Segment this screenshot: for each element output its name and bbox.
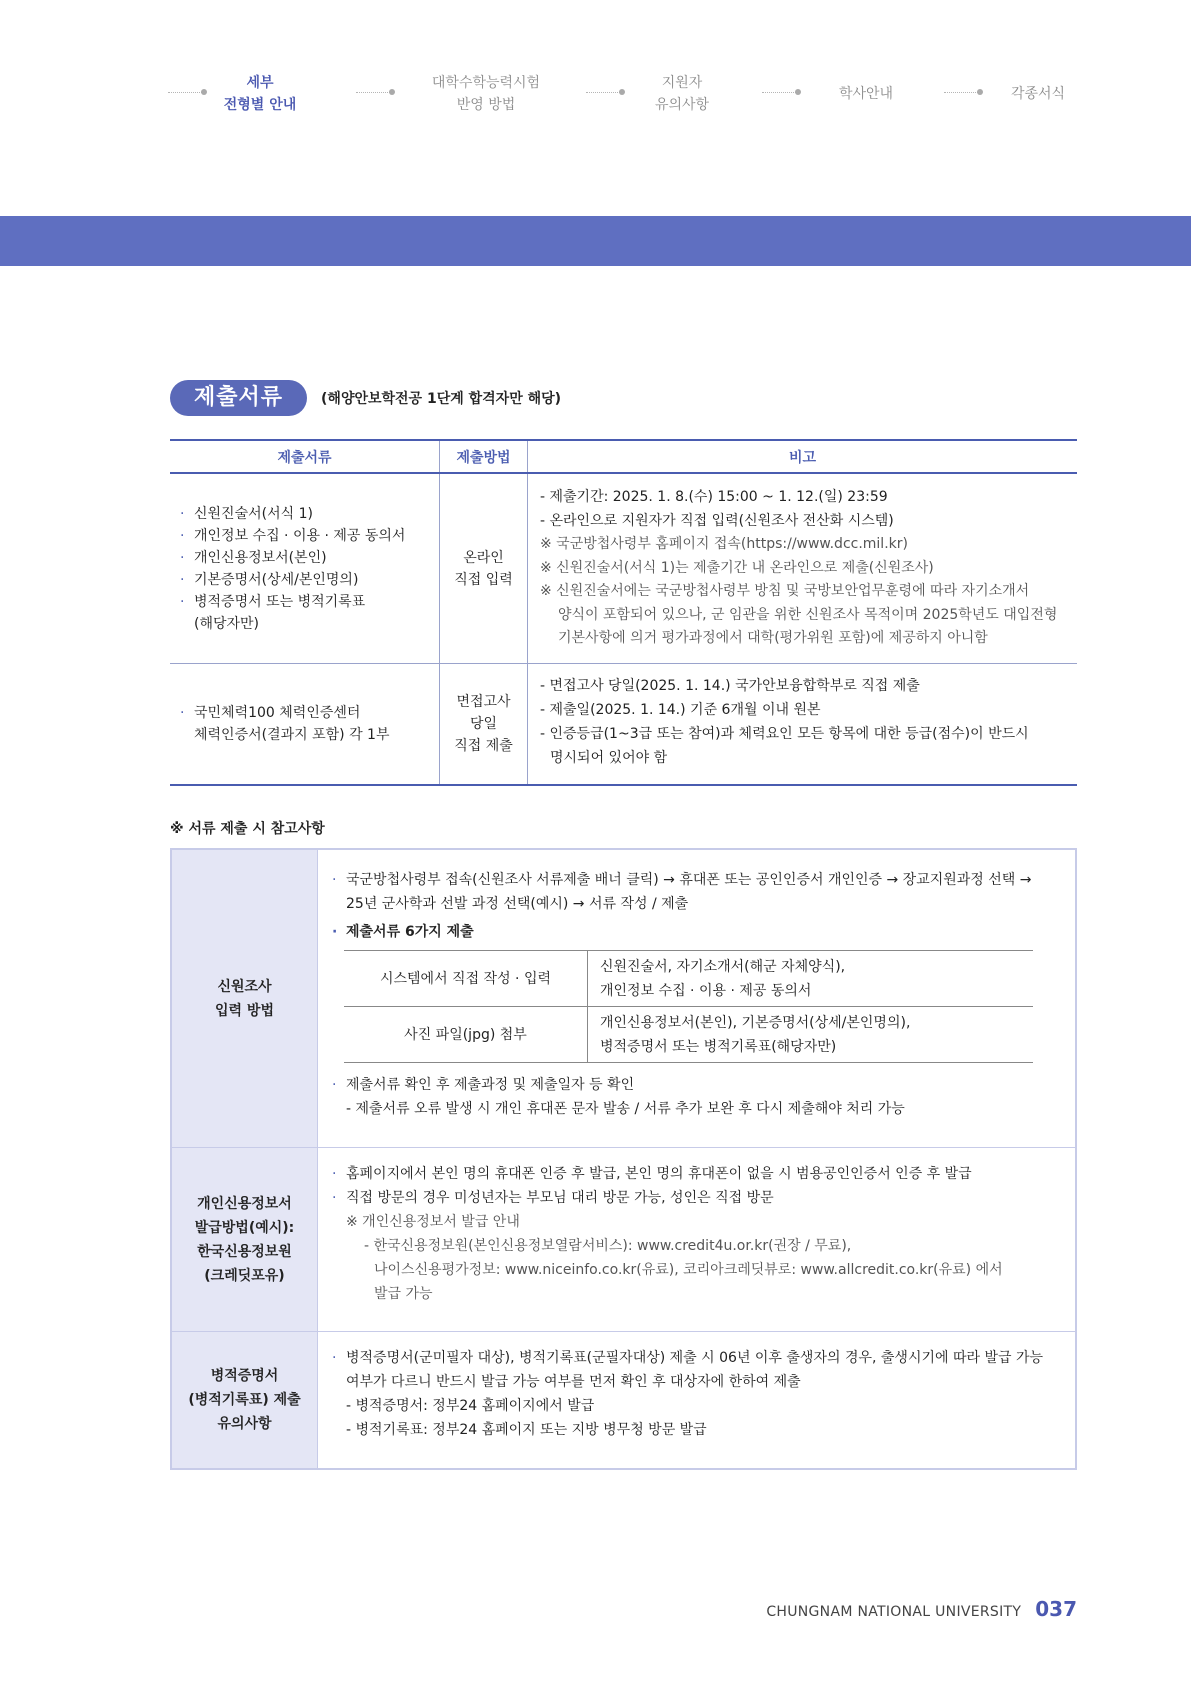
note-line: 명시되어 있어야 함 <box>550 750 668 766</box>
note-line: ※ 신원진술서(서식 1)는 제출기간 내 온라인으로 제출(신원조사) <box>540 559 934 576</box>
nav-separator <box>168 92 204 102</box>
section-header <box>170 380 561 416</box>
inner-left: 사진 파일(jpg) 첨부 <box>344 1007 588 1062</box>
docs-cell: · 신원진술서(서식 1) · 개인정보 수집 · 이용 · 제공 동의서 · 개인신용정보서(본인) · 기본증명서(상세/본인명의) · 병적증명서 또는 병적기록표 (해당자만) <box>170 474 440 663</box>
nav-item-forms[interactable]: 각종서식 <box>1010 86 1066 102</box>
section-title: 제출서류 <box>170 380 307 416</box>
note-line: ※ 신원진술서에는 국군방첩사령부 방침 및 국방보안업무훈령에 따라 자기소개서 <box>540 583 1030 599</box>
method-cell: 온라인 직접 입력 <box>440 474 528 663</box>
row-content: · 홈페이지에서 본인 명의 휴대폰 인증 후 발급, 본인 명의 휴대폰이 없을 시 범용공인인증서 인증 후 발급 · 직접 방문의 경우 미성년자는 부모님 대리 방문 가능, 성인은 직접 방문 ※ 개인신용정보서 발급 안내 - 한국신용정보원(본인신용정보열람서비스): www.credit4u.or.kr(권장 / 무료), 나이스신용평가정보: www.niceinfo.co.kr(유료), 코리아크레딧뷰로: www.allcredit.co.kr(유료) 에서 발급 가능 <box>318 1148 1075 1331</box>
documents-table <box>170 439 1077 786</box>
bullet-text: 25년 군사학과 선발 과정 선택(예시) → 서류 작성 / 제출 <box>346 896 689 912</box>
doc-item: 신원진술서(서식 1) <box>194 505 313 522</box>
row-label: 개인신용정보서 발급방법(예시): 한국신용정보원 (크레딧포유) <box>172 1148 318 1331</box>
doc-item: 기본증명서(상세/본인명의) <box>194 571 359 588</box>
note-line: 기본사항에 의거 평가과정에서 대학(평가위원 포함)에 제공하지 아니함 <box>558 630 988 646</box>
nav-separator <box>762 92 798 102</box>
table-row <box>172 1332 1075 1468</box>
docs-cell: · 국민체력100 체력인증센터 체력인증서(결과지 포함) 각 1부 <box>170 664 440 784</box>
reference-table <box>170 848 1077 1470</box>
row-content: · 국군방첩사령부 접속(신원조사 서류제출 배너 클릭) → 휴대폰 또는 공인인증서 개인인증 → 장교지원과정 선택 → 25년 군사학과 선발 과정 선택(예시) → 서류 작성 / 제출 · 제출서류 6가지 제출 시스템에서 직접 작성 · 입력 신원진술서, 자기소개서(해군 자체양식), 개인정보 수집 · 이용 · 제공 동의서 사진 파일(jpg) 첨부 개인신용정보서(본인), 기본증명서(상세/본인명의), 병적증명서 또는 병적기록표(해당자만) · 제출서류 확인 후 제출과정 및 제출일자 등 확인 - 제출서류 오류 발생 시 개인 휴대폰 문자 발송 / 서류 추가 보완 후 다시 제출해야 처리 가능 <box>318 850 1075 1147</box>
note-line: - 면접고사 당일(2025. 1. 14.) 국가안보융합학부로 직접 제출 <box>540 678 920 694</box>
bullet-text: 제출서류 6가지 제출 <box>346 924 474 940</box>
bullet-text: 제출서류 확인 후 제출과정 및 제출일자 등 확인 <box>346 1077 635 1093</box>
nav-item-detailed-admission[interactable]: 세부 전형별 안내 <box>223 75 297 113</box>
bullet-text: 홈페이지에서 본인 명의 휴대폰 인증 후 발급, 본인 명의 휴대폰이 없을 시 범용공인인증서 인증 후 발급 <box>346 1166 972 1182</box>
bullet-text: - 한국신용정보원(본인신용정보열람서비스): www.credit4u.or.kr(권장 / 무료), <box>364 1238 852 1254</box>
method-cell: 면접고사 당일 직접 제출 <box>440 664 528 784</box>
nav-item-applicant-notes[interactable]: 지원자 유의사항 <box>654 75 710 113</box>
top-navigation <box>168 72 1078 122</box>
inner-row <box>344 951 1033 1007</box>
reference-heading: ※ 서류 제출 시 참고사항 <box>170 821 325 837</box>
inner-left: 시스템에서 직접 작성 · 입력 <box>344 951 588 1006</box>
bullet-text: 여부가 다르니 반드시 발급 가능 여부를 먼저 확인 후 대상자에 한하여 제출 <box>346 1374 801 1390</box>
bullet-text: ※ 개인신용정보서 발급 안내 <box>346 1214 520 1230</box>
bullet-text: - 병적증명서: 정부24 홈페이지에서 발급 <box>346 1398 595 1414</box>
row-label: 신원조사 입력 방법 <box>172 850 318 1147</box>
note-line: - 인증등급(1~3급 또는 참여)과 체력요인 모든 항목에 대한 등급(점수)이 반드시 <box>540 726 1029 742</box>
nav-separator <box>944 92 980 102</box>
notes-cell <box>528 474 1077 663</box>
nav-separator <box>586 92 622 102</box>
page-number: 037 <box>1035 1597 1077 1621</box>
bullet-text: - 병적기록표: 정부24 홈페이지 또는 지방 병무청 방문 발급 <box>346 1422 707 1438</box>
nav-item-academic-info[interactable]: 학사안내 <box>838 86 894 102</box>
bullet-text: 국군방첩사령부 접속(신원조사 서류제출 배너 클릭) → 휴대폰 또는 공인인증서 개인인증 → 장교지원과정 선택 → <box>346 872 1032 888</box>
row-label: 병적증명서 (병적기록표) 제출 유의사항 <box>172 1332 318 1468</box>
inner-row <box>344 1007 1033 1063</box>
header-band <box>0 216 1191 266</box>
footer-university: CHUNGNAM NATIONAL UNIVERSITY <box>766 1604 1022 1620</box>
note-line: - 온라인으로 지원자가 직접 입력(신원조사 전산화 시스템) <box>540 512 894 529</box>
doc-item-extra: 체력인증서(결과지 포함) 각 1부 <box>194 727 390 743</box>
note-line: - 제출기간: 2025. 1. 8.(수) 15:00 ~ 1. 12.(일) 23:59 <box>540 489 888 505</box>
row-content: · 병적증명서(군미필자 대상), 병적기록표(군필자대상) 제출 시 06년 이후 출생자의 경우, 출생시기에 따라 발급 가능 여부가 다르니 반드시 발급 가능 여부를 먼저 확인 후 대상자에 한하여 제출 - 병적증명서: 정부24 홈페이지에서 발급 - 병적기록표: 정부24 홈페이지 또는 지방 병무청 방문 발급 <box>318 1332 1075 1468</box>
bullet-text: 병적증명서(군미필자 대상), 병적기록표(군필자대상) 제출 시 06년 이후 출생자의 경우, 출생시기에 따라 발급 가능 <box>346 1350 1044 1366</box>
inner-table <box>344 950 1033 1063</box>
header-method: 제출방법 <box>440 441 528 472</box>
table-row <box>172 850 1075 1148</box>
bullet-text: 발급 가능 <box>374 1286 433 1302</box>
header-notes: 비고 <box>788 449 817 466</box>
doc-item: 병적증명서 또는 병적기록표 <box>194 593 366 610</box>
doc-item: 개인신용정보서(본인) <box>194 549 327 566</box>
bullet-text: - 제출서류 오류 발생 시 개인 휴대폰 문자 발송 / 서류 추가 보완 후 다시 제출해야 처리 가능 <box>346 1101 905 1117</box>
page-footer <box>766 1597 1077 1621</box>
doc-item: 국민체력100 체력인증센터 <box>194 705 361 721</box>
note-line: 양식이 포함되어 있으나, 군 임관을 위한 신원조사 목적이며 2025학년도 대입전형 <box>558 606 1058 623</box>
table-row <box>170 664 1077 786</box>
doc-item: 개인정보 수집 · 이용 · 제공 동의서 <box>194 527 406 544</box>
nav-separator <box>356 92 392 102</box>
note-line: - 제출일(2025. 1. 14.) 기준 6개월 이내 원본 <box>540 702 821 718</box>
nav-item-csat[interactable]: 대학수학능력시험 반영 방법 <box>431 75 541 113</box>
section-subtitle: (해양안보학전공 1단계 합격자만 해당) <box>321 391 562 407</box>
note-line: ※ 국군방첩사령부 홈페이지 접속(https://www.dcc.mil.kr) <box>540 536 908 552</box>
table-header <box>170 439 1077 474</box>
table-row <box>172 1148 1075 1332</box>
doc-item-extra: (해당자만) <box>194 615 260 632</box>
inner-right: 개인신용정보서(본인), 기본증명서(상세/본인명의), 병적증명서 또는 병적기록표(해당자만) <box>600 1015 911 1055</box>
inner-right: 신원진술서, 자기소개서(해군 자체양식), 개인정보 수집 · 이용 · 제공 동의서 <box>600 959 846 999</box>
bullet-text: 나이스신용평가정보: www.niceinfo.co.kr(유료), 코리아크레딧뷰로: www.allcredit.co.kr(유료) 에서 <box>374 1262 1003 1278</box>
bullet-text: 직접 방문의 경우 미성년자는 부모님 대리 방문 가능, 성인은 직접 방문 <box>346 1190 774 1206</box>
notes-cell <box>528 664 1077 784</box>
table-row <box>170 474 1077 664</box>
header-documents: 제출서류 <box>170 441 440 472</box>
